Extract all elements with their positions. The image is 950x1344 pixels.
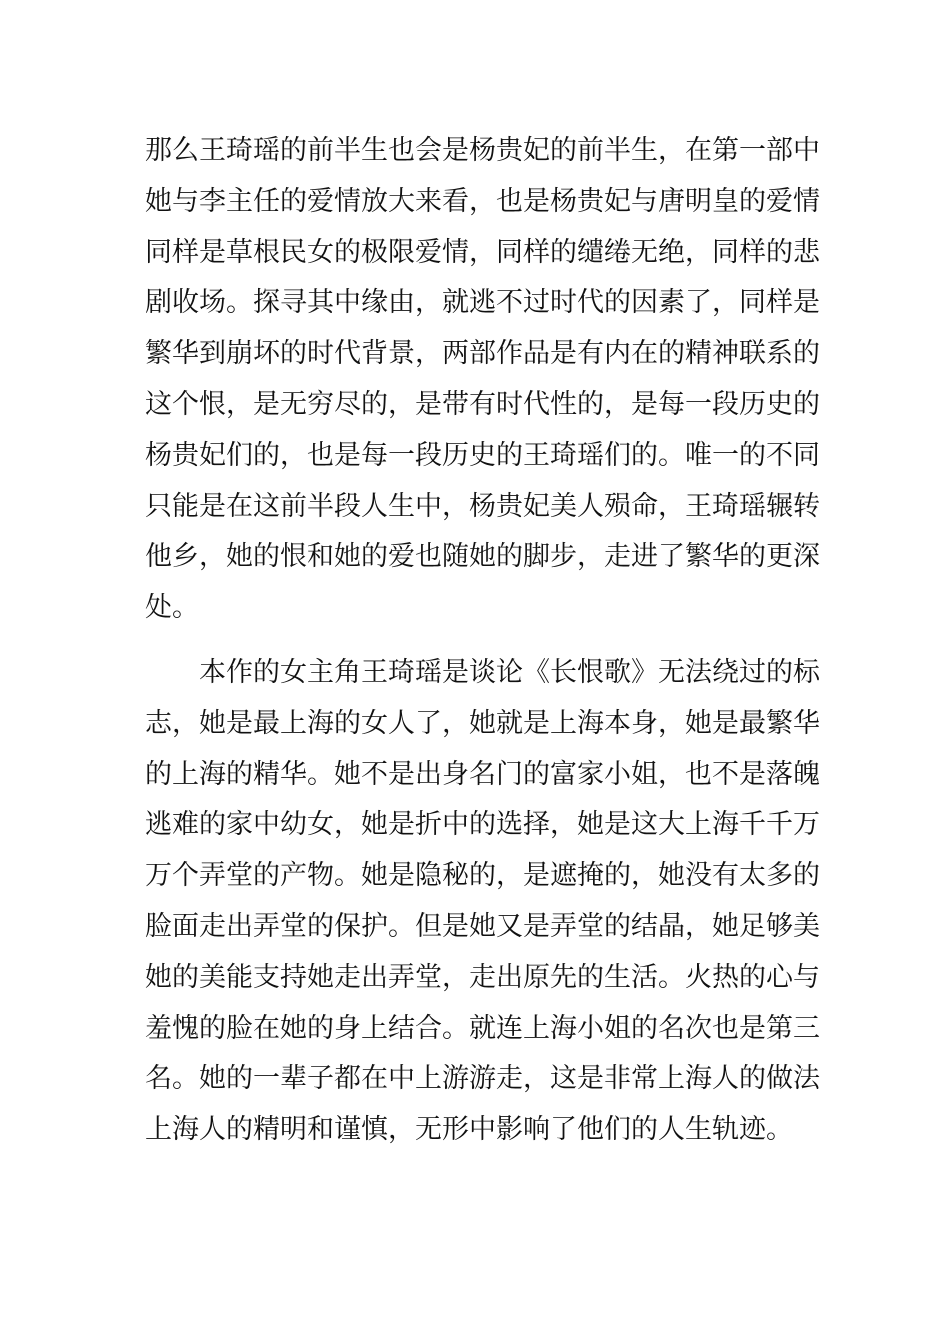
text-line: 逃难的家中幼女，她是折中的选择，她是这大上海千千万 — [145, 809, 820, 841]
text-line: 只能是在这前半段人生中，杨贵妃美人殒命，王琦瑶辗转 — [145, 490, 820, 522]
text-line-indented: 本作的女主角王琦瑶是谈论《长恨歌》无法绕过的标 — [199, 657, 820, 688]
text-line: 剧收场。探寻其中缘由，就逃不过时代的因素了，同样是 — [145, 287, 820, 319]
text-line: 志，她是最上海的女人了，她就是上海本身，她是最繁华 — [145, 707, 820, 739]
text-line: 万个弄堂的产物。她是隐秘的，是遮掩的，她没有太多的 — [145, 860, 820, 892]
text-line: 这个恨，是无穷尽的，是带有时代性的，是每一段历史的 — [145, 388, 820, 420]
text-line: 羞愧的脸在她的身上结合。就连上海小姐的名次也是第三 — [145, 1012, 820, 1044]
text-line: 脸面走出弄堂的保护。但是她又是弄堂的结晶，她足够美 — [145, 910, 820, 942]
text-line: 她与李主任的爱情放大来看，也是杨贵妃与唐明皇的爱情 — [145, 185, 820, 217]
text-line: 她的美能支持她走出弄堂，走出原先的生活。火热的心与 — [145, 961, 820, 993]
paragraph-1 — [145, 126, 820, 634]
text-line: 的上海的精华。她不是出身名门的富家小姐，也不是落魄 — [145, 758, 820, 790]
text-line: 上海人的精明和谨慎，无形中影响了他们的人生轨迹。 — [145, 1114, 793, 1146]
text-line: 繁华到崩坏的时代背景，两部作品是有内在的精神联系的 — [145, 338, 820, 370]
text-line: 那么王琦瑶的前半生也会是杨贵妃的前半生，在第一部中 — [145, 135, 820, 166]
text-line: 同样是草根民女的极限爱情，同样的缱绻无绝，同样的悲 — [145, 236, 820, 268]
text-line: 他乡，她的恨和她的爱也随她的脚步，走进了繁华的更深 — [145, 541, 820, 573]
text-line: 处。 — [145, 592, 199, 624]
paragraph-2 — [145, 648, 820, 1156]
text-line: 杨贵妃们的，也是每一段历史的王琦瑶们的。唯一的不同 — [145, 439, 820, 471]
text-line: 名。她的一辈子都在中上游游走，这是非常上海人的做法 — [145, 1063, 820, 1095]
